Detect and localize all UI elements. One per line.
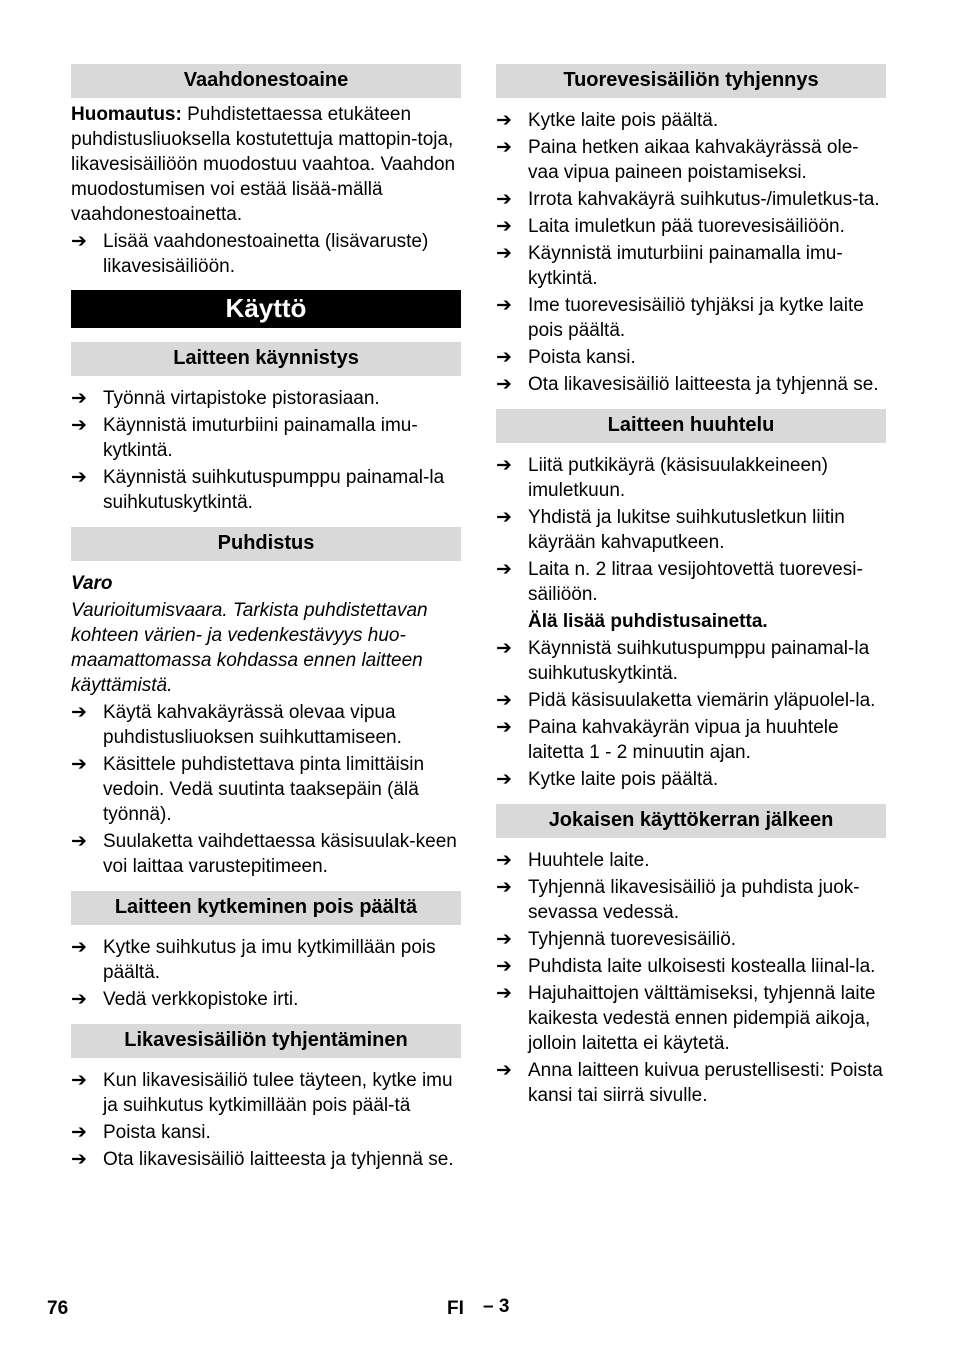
arrow-right-icon: ➔: [496, 243, 512, 264]
left-column: [71, 64, 461, 1174]
arrow-right-icon: ➔: [71, 989, 87, 1010]
list-item-text: Käynnistä imuturbiini painamalla imu-kytkintä.: [103, 415, 418, 461]
list-item-text: Työnnä virtapistoke pistorasiaan.: [103, 388, 380, 409]
footer-page-reference: – 3: [483, 1296, 510, 1317]
list-item: [71, 829, 461, 879]
bullet-list-likavesi: [71, 1068, 461, 1172]
list-item-text: Paina kahvakäyrän vipua ja huuhtele laitetta 1 - 2 minuutin ajan.: [528, 717, 839, 763]
arrow-right-icon: ➔: [496, 690, 512, 711]
arrow-right-icon: ➔: [496, 559, 512, 580]
list-item: [496, 241, 886, 291]
arrow-right-icon: ➔: [71, 231, 87, 252]
section-heading-kaynnistys: Laitteen käynnistys: [71, 342, 461, 376]
arrow-right-icon: ➔: [496, 374, 512, 395]
section-heading-puhdistus: Puhdistus: [71, 527, 461, 561]
warning-note: Älä lisää puhdistusainetta.: [528, 611, 768, 632]
arrow-right-icon: ➔: [496, 137, 512, 158]
list-item: [496, 372, 886, 397]
arrow-right-icon: ➔: [71, 831, 87, 852]
bullet-list-tuorevesi: [496, 108, 886, 397]
list-item: [496, 848, 886, 873]
list-item-text: Yhdistä ja lukitse suihkutusletkun liitin käyrään kahvaputkeen.: [528, 507, 845, 553]
list-item: [496, 688, 886, 713]
arrow-right-icon: ➔: [496, 983, 512, 1004]
list-item: [71, 465, 461, 515]
arrow-right-icon: ➔: [496, 189, 512, 210]
list-item-text: Suulaketta vaihdettaessa käsisuulak-keen voi laittaa varustepitimeen.: [103, 831, 457, 877]
footer-language: FI: [447, 1298, 464, 1319]
section-heading-vaahdonestoaine: Vaahdonestoaine: [71, 64, 461, 98]
list-item: [71, 386, 461, 411]
arrow-right-icon: ➔: [496, 638, 512, 659]
arrow-right-icon: ➔: [496, 295, 512, 316]
list-item: [71, 1120, 461, 1145]
chapter-heading-kaytto: Käyttö: [71, 290, 461, 328]
bullet-list-huuhtelu-a: [496, 453, 886, 607]
list-item: [71, 1147, 461, 1172]
list-item: [496, 875, 886, 925]
arrow-right-icon: ➔: [496, 769, 512, 790]
arrow-right-icon: ➔: [496, 507, 512, 528]
arrow-right-icon: ➔: [496, 956, 512, 977]
list-item: [496, 505, 886, 555]
list-item: [496, 135, 886, 185]
list-item-text: Laita n. 2 litraa vesijohtovettä tuorevesi-säiliöön.: [528, 559, 863, 605]
list-item-text: Tyhjennä tuorevesisäiliö.: [528, 929, 737, 950]
list-item-text: Vedä verkkopistoke irti.: [103, 989, 299, 1010]
list-item-text: Poista kansi.: [528, 347, 636, 368]
caution-text: Vaurioitumisvaara. Tarkista puhdistettavan kohteen värien- ja vedenkestävyys huo-maamattomassa kohdassa ennen laitteen käyttämistä.: [71, 600, 428, 696]
list-item-text: Tyhjennä likavesisäiliö ja puhdista juok-sevassa vedessä.: [528, 877, 860, 923]
list-item: [496, 981, 886, 1056]
list-item: [496, 636, 886, 686]
list-item-text: Huuhtele laite.: [528, 850, 650, 871]
list-item: [496, 108, 886, 133]
list-item: [71, 752, 461, 827]
list-item-text: Irrota kahvakäyrä suihkutus-/imuletkus-ta.: [528, 189, 880, 210]
list-item: [496, 1058, 886, 1108]
arrow-right-icon: ➔: [71, 1070, 87, 1091]
arrow-right-icon: ➔: [71, 388, 87, 409]
arrow-right-icon: ➔: [496, 877, 512, 898]
list-item-text: Pidä käsisuulaketta viemärin yläpuolel-la.: [528, 690, 876, 711]
list-item: [71, 935, 461, 985]
list-item-text: Ime tuorevesisäiliö tyhjäksi ja kytke laite pois päältä.: [528, 295, 864, 341]
list-item-text: Poista kansi.: [103, 1122, 211, 1143]
arrow-right-icon: ➔: [496, 929, 512, 950]
bullet-list-huuhtelu-b: [496, 636, 886, 792]
list-item: [71, 987, 461, 1012]
list-item-text: Käytä kahvakäyrässä olevaa vipua puhdistusliuoksen suihkuttamiseen.: [103, 702, 402, 748]
list-item-text: Liitä putkikäyrä (käsisuulakkeineen) imuletkuun.: [528, 455, 828, 501]
section-heading-tuorevesi: Tuorevesisäiliön tyhjennys: [496, 64, 886, 98]
list-item: [496, 927, 886, 952]
bullet-list-vaahdonestoaine: [71, 229, 461, 279]
arrow-right-icon: ➔: [496, 110, 512, 131]
arrow-right-icon: ➔: [496, 1060, 512, 1081]
arrow-right-icon: ➔: [71, 754, 87, 775]
list-item-text: Lisää vaahdonestoainetta (lisävaruste) likavesisäiliöön.: [103, 231, 429, 277]
section-heading-pois-paalta: Laitteen kytkeminen pois päältä: [71, 891, 461, 925]
arrow-right-icon: ➔: [71, 702, 87, 723]
arrow-right-icon: ➔: [496, 216, 512, 237]
bullet-list-puhdistus: [71, 700, 461, 879]
list-item-text: Puhdista laite ulkoisesti kostealla liinal-la.: [528, 956, 876, 977]
list-item: [496, 453, 886, 503]
list-item: [496, 767, 886, 792]
section-heading-jalkeen: Jokaisen käyttökerran jälkeen: [496, 804, 886, 838]
list-item-text: Paina hetken aikaa kahvakäyrässä ole-vaa vipua paineen poistamiseksi.: [528, 137, 859, 183]
list-item: [496, 187, 886, 212]
list-item-text: Käsittele puhdistettava pinta limittäisin vedoin. Vedä suutinta taaksepäin (älä työnnä).: [103, 754, 425, 825]
list-item-text: Kytke laite pois päältä.: [528, 769, 719, 790]
list-item: [496, 715, 886, 765]
list-item-text: Käynnistä suihkutuspumppu painamal-la suihkutuskytkintä.: [103, 467, 445, 513]
list-item-text: Ota likavesisäiliö laitteesta ja tyhjennä se.: [103, 1149, 454, 1170]
caution-label: Varo: [71, 573, 113, 594]
bullet-list-pois-paalta: [71, 935, 461, 1012]
arrow-right-icon: ➔: [71, 415, 87, 436]
bullet-list-kaynnistys: [71, 386, 461, 515]
arrow-right-icon: ➔: [496, 850, 512, 871]
right-column: [496, 64, 886, 1110]
list-item-text: Käynnistä suihkutuspumppu painamal-la suihkutuskytkintä.: [528, 638, 870, 684]
list-item-text: Kytke laite pois päältä.: [528, 110, 719, 131]
note-text: Puhdistettaessa etukäteen puhdistusliuoksella kostutettuja mattopin-toja, likavesisäiliöön muodostuu vaahtoa. Vaahdon muodostumisen voi estää lisää-mällä vaahdonestoainetta.: [71, 104, 456, 225]
list-item-text: Hajuhaittojen välttämiseksi, tyhjennä laite kaikesta vedestä ennen pidempiä aikoja, jolloin laitetta ei käytetä.: [528, 983, 876, 1054]
list-item-text: Kytke suihkutus ja imu kytkimillään pois päältä.: [103, 937, 436, 983]
list-item-text: Ota likavesisäiliö laitteesta ja tyhjennä se.: [528, 374, 879, 395]
section-heading-likavesi: Likavesisäiliön tyhjentäminen: [71, 1024, 461, 1058]
list-item: [71, 700, 461, 750]
bullet-list-jalkeen: [496, 848, 886, 1108]
arrow-right-icon: ➔: [496, 455, 512, 476]
list-item: [496, 954, 886, 979]
list-item: [71, 1068, 461, 1118]
arrow-right-icon: ➔: [71, 937, 87, 958]
list-item: [71, 413, 461, 463]
section-heading-huuhtelu: Laitteen huuhtelu: [496, 409, 886, 443]
list-item: [496, 345, 886, 370]
list-item: [71, 229, 461, 279]
list-item: [496, 557, 886, 607]
arrow-right-icon: ➔: [71, 467, 87, 488]
list-item-text: Laita imuletkun pää tuorevesisäiliöön.: [528, 216, 845, 237]
page-number: 76: [47, 1298, 69, 1319]
list-item-text: Anna laitteen kuivua perustellisesti: Poista kansi tai siirrä sivulle.: [528, 1060, 883, 1106]
arrow-right-icon: ➔: [496, 347, 512, 368]
list-item: [496, 293, 886, 343]
list-item-text: Käynnistä imuturbiini painamalla imu-kytkintä.: [528, 243, 843, 289]
arrow-right-icon: ➔: [496, 717, 512, 738]
list-item: [496, 214, 886, 239]
note-label: Huomautus:: [71, 104, 182, 125]
arrow-right-icon: ➔: [71, 1122, 87, 1143]
list-item-text: Kun likavesisäiliö tulee täyteen, kytke imu ja suihkutus kytkimillään pois pääl-tä: [103, 1070, 453, 1116]
note-paragraph: [71, 102, 461, 227]
arrow-right-icon: ➔: [71, 1149, 87, 1170]
